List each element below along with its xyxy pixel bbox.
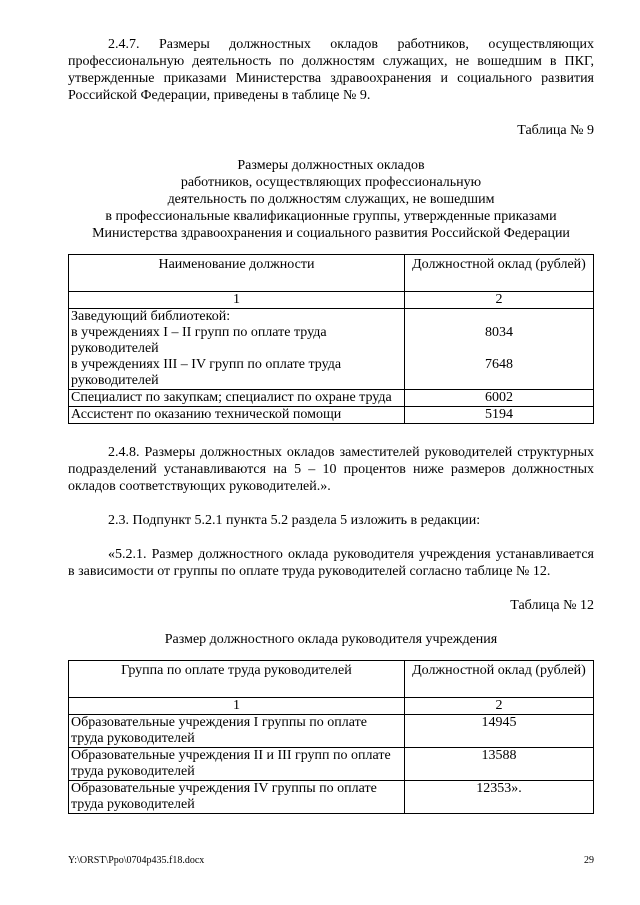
header-position: Наименование должности [69, 255, 405, 292]
document-page [68, 36, 594, 814]
position-line: Заведующий библиотекой: [71, 309, 231, 324]
paragraph-2-3: 2.3. Подпункт 5.2.1 пункта 5.2 раздела 5 изложить в редакции: [108, 513, 481, 528]
table-header-row [69, 255, 594, 292]
table9-title-line: работников, осуществляющих профессиональную [180, 175, 482, 190]
table12-label: Таблица № 12 [510, 598, 594, 613]
table-row [69, 715, 594, 748]
table-12 [68, 660, 594, 814]
position-line: в учреждениях I – II групп по оплате труда руководителей [71, 325, 327, 356]
column-number: 2 [404, 698, 593, 715]
table9-title [68, 157, 594, 242]
table-row [69, 407, 594, 424]
page-number: 29 [584, 855, 594, 866]
salary-cell: 12353». [404, 781, 593, 814]
position-line: в учреждениях III – IV групп по оплате труда руководителей [71, 357, 342, 388]
salary-cell: 13588 [404, 748, 593, 781]
salary-cell: 14945 [404, 715, 593, 748]
salary-cell: 6002 [404, 390, 593, 407]
group-cell: Образовательные учреждения I группы по оплате труда руководителей [69, 715, 405, 748]
paragraph-5-2-1: «5.2.1. Размер должностного оклада руководителя учреждения устанавливается в зависимости от группы по оплате труда руководителей согласно таблице № 12. [68, 547, 594, 579]
table9-title-line: в профессиональные квалификационные группы, утвержденные приказами [105, 209, 557, 224]
table-row [69, 309, 594, 390]
table9-title-line: деятельность по должностям служащих, не вошедшим [167, 192, 495, 207]
group-cell: Образовательные учреждения II и III групп по оплате труда руководителей [69, 748, 405, 781]
column-number: 2 [404, 292, 593, 309]
page-footer [68, 855, 594, 867]
salary-cell: 5194 [404, 407, 593, 424]
paragraph-2-4-7: 2.4.7. Размеры должностных окладов работников, осуществляющих профессиональную деятельность по должностям служащих, не вошедшим в ПКГ, утвержденные приказами Министерства здравоохранения и социального развития Российской Федерации, приведены в таблице № 9. [68, 37, 594, 103]
table12-title: Размер должностного оклада руководителя учреждения [164, 632, 498, 647]
column-number-row [69, 292, 594, 309]
column-number: 1 [69, 698, 405, 715]
position-cell: Специалист по закупкам; специалист по охране труда [69, 390, 405, 407]
table9-title-line: Министерства здравоохранения и социального развития Российской Федерации [92, 226, 570, 241]
position-cell: Ассистент по оказанию технической помощи [69, 407, 405, 424]
table-header-row [69, 661, 594, 698]
group-cell: Образовательные учреждения IV группы по оплате труда руководителей [69, 781, 405, 814]
column-number-row [69, 698, 594, 715]
table9-label: Таблица № 9 [517, 123, 594, 138]
header-salary: Должностной оклад (рублей) [404, 661, 593, 698]
file-path: Y:\ORST\Ppo\0704p435.f18.docx [68, 855, 205, 866]
position-cell [69, 309, 405, 390]
header-group: Группа по оплате труда руководителей [69, 661, 405, 698]
paragraph-2-4-8: 2.4.8. Размеры должностных окладов заместителей руководителей структурных подразделений устанавливаются на 5 – 10 процентов ниже размеров должностных окладов соответствующих руководителей.». [68, 445, 594, 494]
table-row [69, 390, 594, 407]
salary-cell [404, 309, 593, 390]
table-9 [68, 254, 594, 424]
header-salary: Должностной оклад (рублей) [404, 255, 593, 292]
table-row [69, 748, 594, 781]
salary-value: 7648 [484, 357, 513, 372]
table9-title-line: Размеры должностных окладов [237, 158, 425, 173]
salary-value: 8034 [484, 325, 513, 340]
column-number: 1 [69, 292, 405, 309]
table-row [69, 781, 594, 814]
